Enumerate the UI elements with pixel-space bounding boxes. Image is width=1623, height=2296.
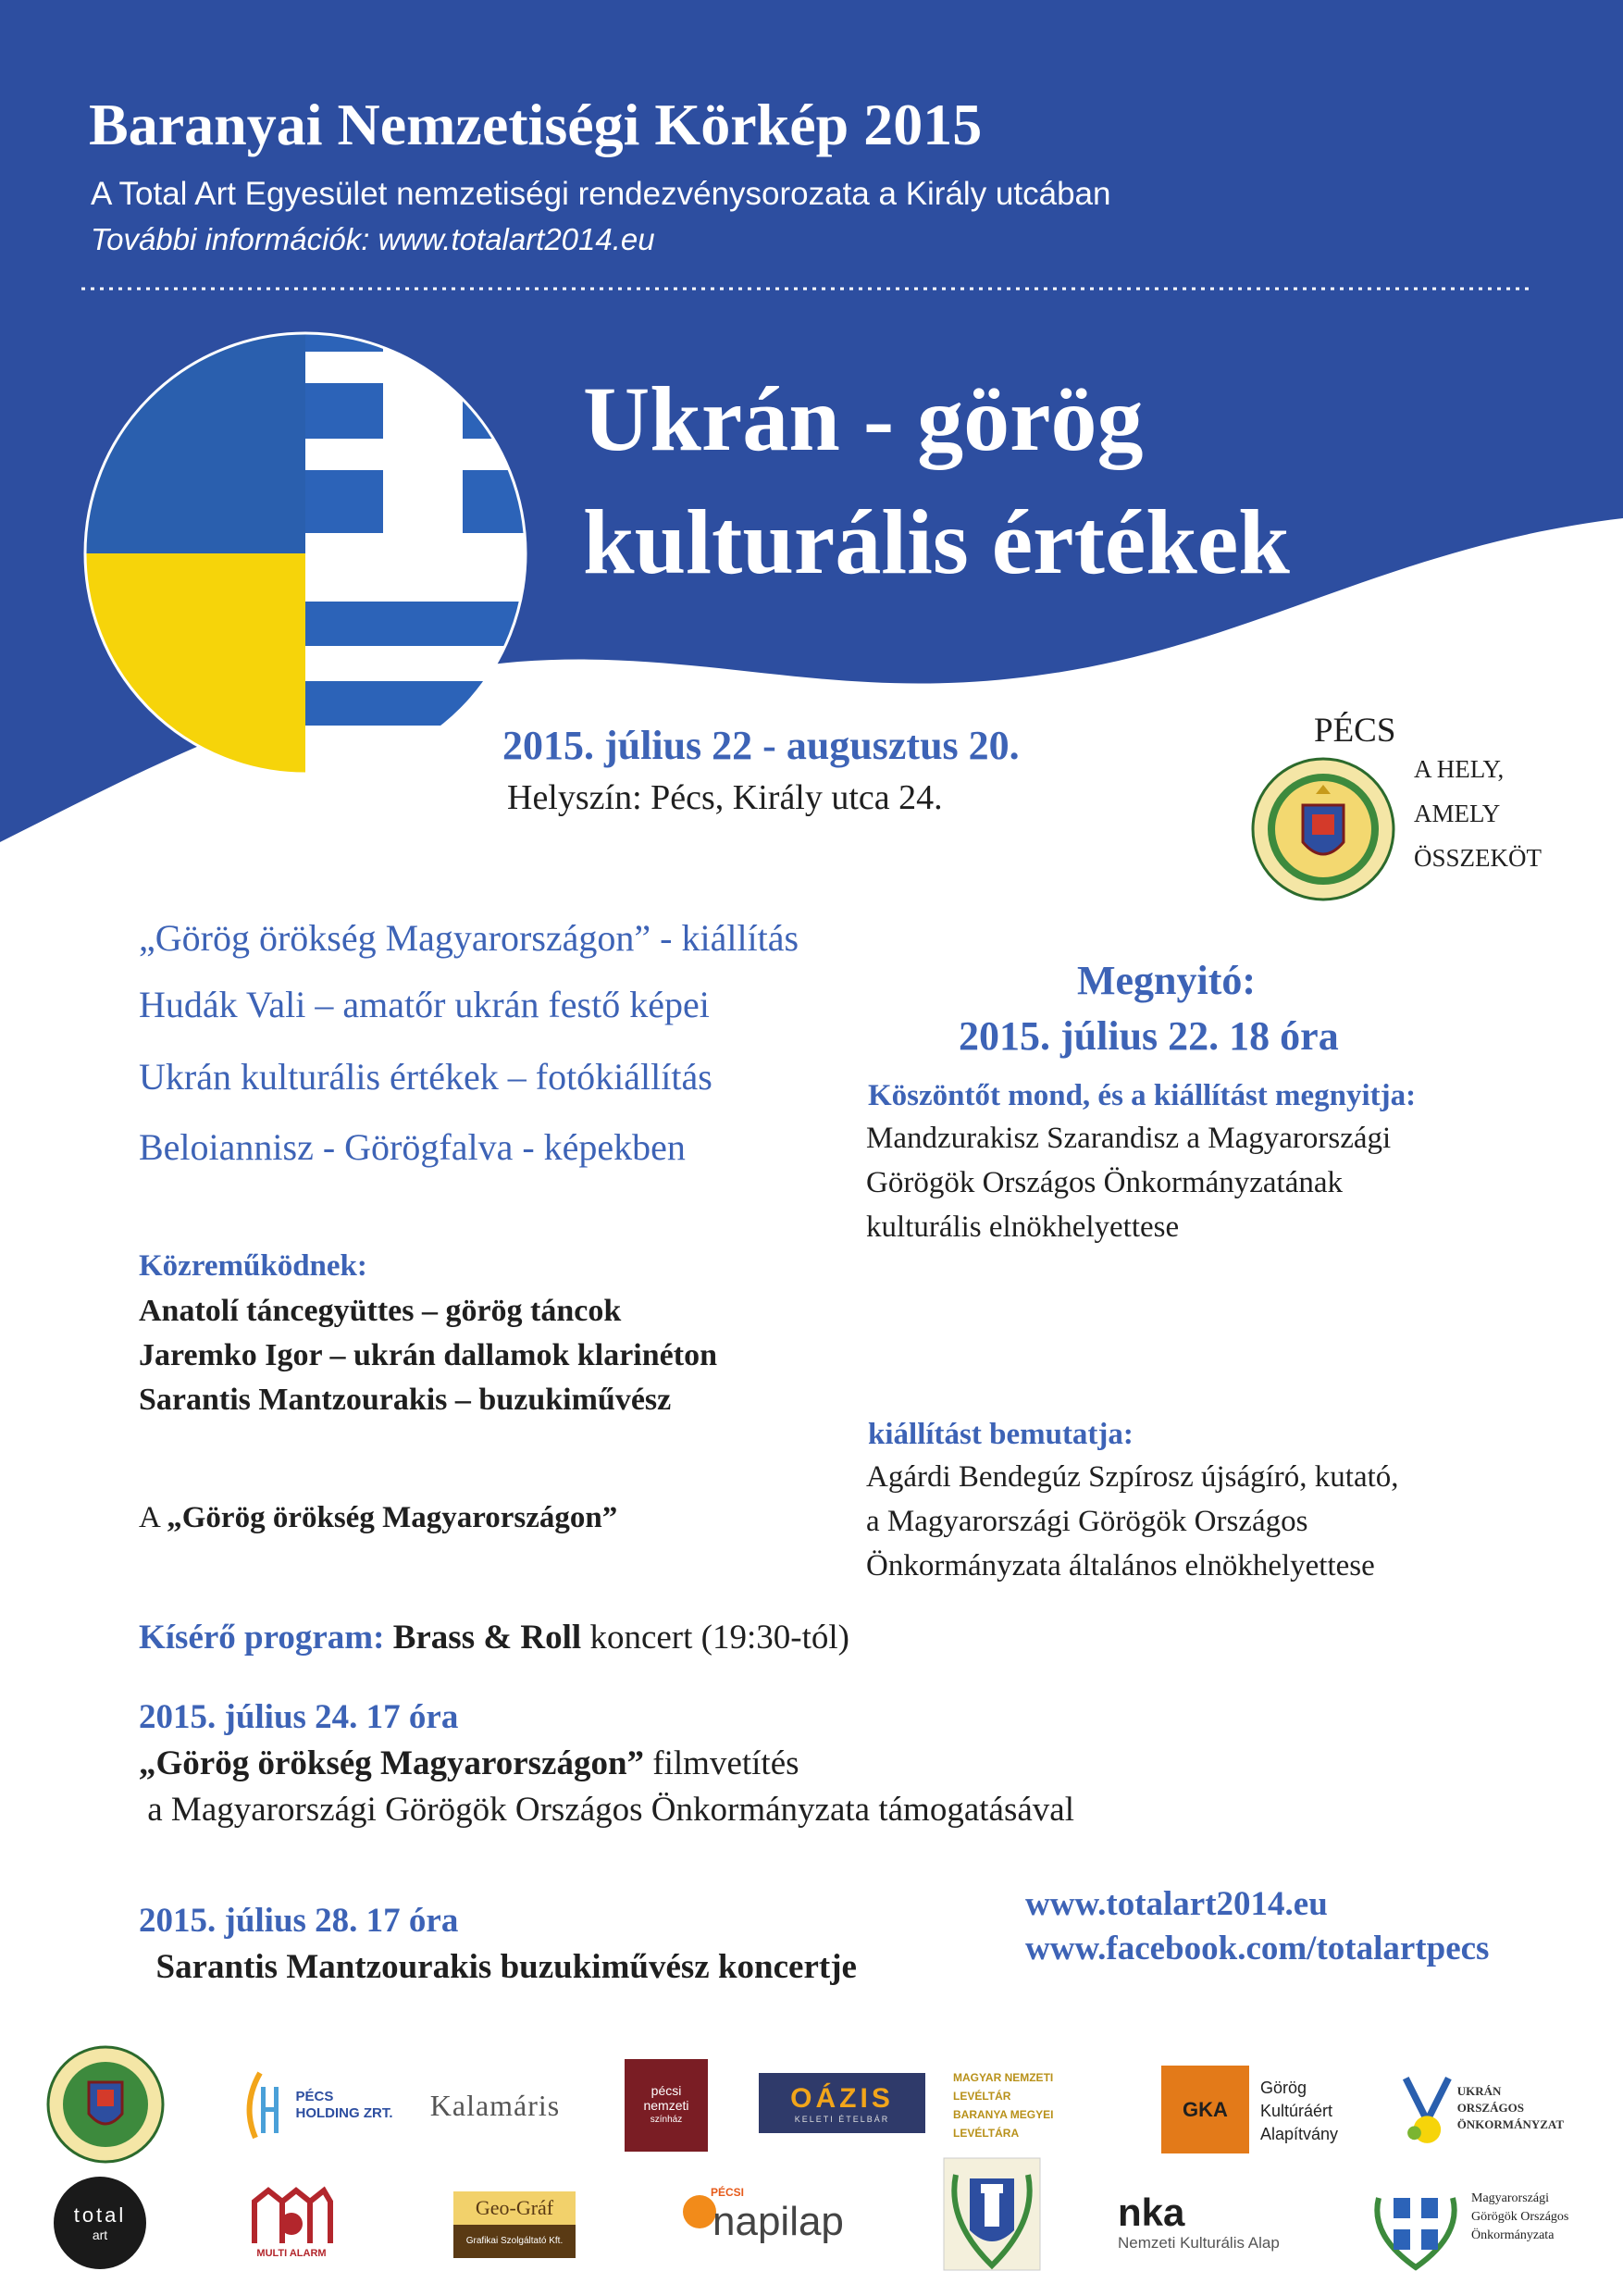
- contributor-item: Anatolí táncegyüttes – görög táncok: [139, 1294, 622, 1328]
- pecs-coat-of-arms-seal: [1251, 757, 1395, 901]
- leveltar-logo: [953, 2071, 1110, 2140]
- headline-line-1: Ukrán - görög: [583, 367, 1144, 470]
- szinhaz-text-1: pécsi: [650, 2083, 682, 2098]
- greek-community-emblem: [1369, 2179, 1462, 2272]
- exhibition-item: Beloiannisz - Görögfalva - képekben: [139, 1126, 686, 1168]
- total-art-logo: [54, 2177, 146, 2269]
- ukran-text-3: ÖNKORMÁNYZAT: [1456, 2117, 1564, 2131]
- szinhaz-text-2: nemzeti: [643, 2098, 689, 2113]
- film-type: filmvetítés: [644, 1744, 799, 1782]
- pecs-slogan-1: A HELY,: [1414, 755, 1505, 783]
- presenter-exhibition-title: „Görög örökség Magyarországon”: [167, 1501, 618, 1534]
- szinhaz-text-3: színház: [650, 2115, 683, 2125]
- nka-text: nka: [1118, 2191, 1185, 2234]
- ukran-onkormanyzat-logo: [1397, 2062, 1564, 2154]
- presenter-intro: [139, 1501, 617, 1535]
- oazis-logo: [759, 2073, 925, 2133]
- gka-logo: [1161, 2066, 1249, 2153]
- film-title-line: [139, 1744, 799, 1783]
- page-subtitle: A Total Art Egyesület nemzetiségi rendezvénysorozata a Király utcában: [91, 176, 1111, 212]
- film-support: a Magyarországi Görögök Országos Önkormányzata támogatásával: [139, 1791, 1074, 1829]
- side-program-band: Brass & Roll: [392, 1619, 582, 1657]
- pecs-holding-text-1: PÉCS: [295, 2089, 334, 2104]
- greeter-line: Mandzurakisz Szarandisz a Magyarországi: [866, 1122, 1392, 1155]
- side-program: [139, 1618, 849, 1657]
- napilap-circle-icon: [683, 2195, 716, 2228]
- concert-title: Sarantis Mantzourakis buzukiművész koncertje: [139, 1948, 857, 1986]
- leveltar-text-1: MAGYAR NEMZETI LEVÉLTÁR: [953, 2071, 1054, 2103]
- greek-community-text: [1471, 2190, 1568, 2245]
- ukran-text-2: ORSZÁGOS: [1456, 2101, 1524, 2115]
- geograf-logo: [453, 2191, 576, 2258]
- pecs-slogan-2: AMELY: [1414, 800, 1501, 827]
- alapitvany-text-3: Alapítvány: [1260, 2125, 1339, 2143]
- greeter-line: kulturális elnökhelyettese: [866, 1210, 1180, 1244]
- presenter-label: kiállítást bemutatja:: [868, 1418, 1134, 1451]
- film-title: „Görög örökség Magyarországon”: [139, 1744, 645, 1782]
- contributor-item: Jaremko Igor – ukrán dallamok klarinéton: [139, 1338, 717, 1372]
- more-info-text: További információk: www.totalart2014.eu: [91, 222, 655, 256]
- total-art-text-1: total: [73, 2203, 127, 2227]
- oazis-subtext: KELETI ÉTELBÁR: [794, 2114, 890, 2124]
- geograf-text-2: Grafikai Szolgáltató Kft.: [453, 2225, 576, 2258]
- napilap-text-1: PÉCSI: [711, 2186, 745, 2199]
- pecs-city-logo: [46, 2045, 165, 2164]
- pecs-holding-logo: [236, 2059, 393, 2152]
- multi-alarm-text: MULTI ALARM: [256, 2248, 327, 2259]
- presenter-prefix: A: [139, 1501, 167, 1534]
- event-dates: 2015. július 22 - augusztus 20.: [502, 723, 1020, 768]
- exhibition-item: Ukrán kulturális értékek – fotókiállítás: [139, 1056, 712, 1098]
- greek-community-text-2: Görögök Országos: [1471, 2210, 1569, 2224]
- kalamaris-logo: [421, 2073, 569, 2138]
- alapitvany-text: [1260, 2077, 1338, 2146]
- presenter-line: a Magyarországi Görögök Országos: [866, 1505, 1308, 1538]
- facebook-link[interactable]: www.facebook.com/totalartpecs: [1025, 1930, 1490, 1967]
- nka-subtext: Nemzeti Kulturális Alap: [1118, 2234, 1280, 2252]
- contributor-item: Sarantis Mantzourakis – buzukiművész: [139, 1383, 672, 1417]
- multi-alarm-logo: [241, 2175, 342, 2267]
- town-coat-of-arms: [942, 2156, 1042, 2272]
- nka-logo: [1118, 2191, 1331, 2265]
- opening-label: Megnyitó:: [1077, 958, 1257, 1003]
- greeter-line: Görögök Országos Önkormányzatának: [866, 1166, 1344, 1199]
- pecs-city-label: PÉCS: [1314, 712, 1396, 750]
- greeter-label: Köszöntőt mond, és a kiállítást megnyitja:: [868, 1079, 1417, 1112]
- napilap-text-2: napilap: [712, 2199, 844, 2244]
- gka-text: GKA: [1183, 2097, 1228, 2121]
- geograf-text-1: Geo-Gráf: [453, 2191, 576, 2225]
- ukran-text-1: UKRÁN: [1456, 2084, 1502, 2098]
- pecs-holding-icon: [237, 2064, 292, 2147]
- film-date: 2015. július 24. 17 óra: [139, 1698, 459, 1736]
- pecsi-napilap-logo: [683, 2186, 844, 2260]
- alapitvany-text-2: Kultúráért: [1260, 2102, 1333, 2120]
- oazis-text: OÁZIS: [790, 2082, 894, 2114]
- exhibition-item: Hudák Vali – amatőr ukrán festő képei: [139, 984, 710, 1025]
- exhibition-item: „Görög örökség Magyarországon” - kiállítás: [139, 917, 799, 959]
- ukraine-greece-flag-circle: [83, 331, 527, 776]
- pecs-holding-text-2: HOLDING ZRT.: [295, 2105, 393, 2121]
- website-link[interactable]: www.totalart2014.eu: [1025, 1885, 1328, 1923]
- concert-date: 2015. július 28. 17 óra: [139, 1902, 459, 1940]
- alapitvany-text-1: Görög: [1260, 2079, 1307, 2097]
- leveltar-text-2: BARANYA MEGYEI LEVÉLTÁRA: [953, 2108, 1054, 2140]
- ukran-emblem-icon: [1397, 2066, 1457, 2150]
- greek-community-text-3: Önkormányzata: [1471, 2228, 1555, 2242]
- greek-community-text-1: Magyarországi: [1471, 2191, 1549, 2205]
- event-venue: Helyszín: Pécs, Király utca 24.: [507, 778, 943, 817]
- pecs-slogan-3: ÖSSZEKÖT: [1414, 844, 1542, 872]
- presenter-line: Agárdi Bendegúz Szpírosz újságíró, kutató,: [866, 1460, 1399, 1494]
- pecsi-nemzeti-szinhaz-logo: [625, 2059, 708, 2152]
- presenter-line: Önkormányzata általános elnökhelyettese: [866, 1549, 1375, 1582]
- kalamaris-text: Kalamáris: [429, 2088, 561, 2122]
- contributors-label: Közreműködnek:: [139, 1249, 367, 1283]
- headline-line-2: kulturális értékek: [583, 490, 1290, 593]
- multi-alarm-icon: [245, 2183, 338, 2248]
- side-program-label: Kísérő program:: [139, 1619, 385, 1657]
- total-art-text-2: art: [92, 2228, 108, 2242]
- page-title: Baranyai Nemzetiségi Körkép 2015: [89, 92, 983, 157]
- opening-date: 2015. július 22. 18 óra: [959, 1013, 1339, 1059]
- side-program-rest: koncert (19:30-tól): [581, 1619, 849, 1657]
